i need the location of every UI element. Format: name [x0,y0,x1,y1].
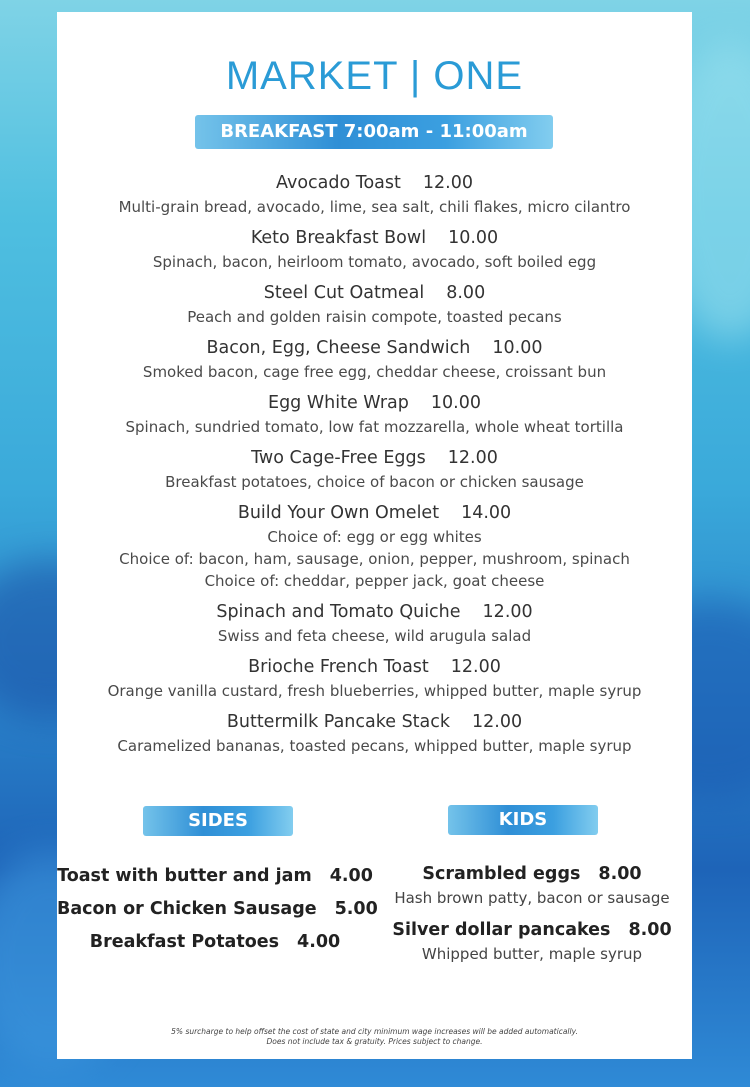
sides-header: SIDES [143,806,293,836]
item-price: 10.00 [430,393,481,413]
breakfast-menu [57,170,692,764]
side-name: Bacon or Chicken Sausage [57,899,317,919]
kids-item-description: Whipped butter, maple syrup [421,945,643,963]
side-item [57,926,373,959]
menu-item [57,445,692,493]
kids-item [387,916,677,964]
item-price: 12.00 [482,602,533,622]
item-name: Two Cage-Free Eggs [251,448,426,468]
menu-item [57,709,692,757]
kids-header: KIDS [448,805,598,835]
item-description: Spinach, bacon, heirloom tomato, avocado, soft boiled egg [152,253,597,271]
kids-list [387,860,677,972]
item-description: Choice of: cheddar, pepper jack, goat cheese [204,572,545,590]
item-name: Bacon, Egg, Cheese Sandwich [206,338,471,358]
restaurant-logo: MARKET | ONE [225,54,524,98]
item-description: Choice of: bacon, ham, sausage, onion, pepper, mushroom, spinach [119,550,630,568]
item-description: Choice of: egg or egg whites [267,528,482,546]
footer-line: Does not include tax & gratuity. Prices subject to change. [266,1037,483,1046]
item-price: 10.00 [492,338,543,358]
item-description: Orange vanilla custard, fresh blueberries, whipped butter, maple syrup [107,682,642,700]
item-price: 14.00 [461,503,512,523]
item-description: Spinach, sundried tomato, low fat mozzarella, whole wheat tortilla [125,418,624,436]
menu-item [57,599,692,647]
side-name: Toast with butter and jam [57,866,312,886]
menu-card [57,12,692,1059]
item-price: 12.00 [450,657,501,677]
item-price: 8.00 [446,283,486,303]
footer-line: 5% surcharge to help offset the cost of state and city minimum wage increases will be added automatically. [171,1027,578,1036]
item-name: Spinach and Tomato Quiche [216,602,461,622]
breakfast-header: BREAKFAST 7:00am - 11:00am [195,115,553,149]
item-description: Swiss and feta cheese, wild arugula salad [217,627,532,645]
kids-item-name: Silver dollar pancakes [392,920,611,940]
item-name: Avocado Toast [276,173,401,193]
item-name: Brioche French Toast [248,657,429,677]
side-item [57,860,373,893]
item-price: 12.00 [447,448,498,468]
menu-item [57,335,692,383]
item-price: 10.00 [448,228,499,248]
side-item [57,893,378,926]
item-name: Keto Breakfast Bowl [250,228,427,248]
sides-list [57,860,378,959]
footer-note [57,1027,692,1047]
item-name: Build Your Own Omelet [237,503,440,523]
kids-item [387,860,677,908]
item-description: Breakfast potatoes, choice of bacon or chicken sausage [165,473,584,491]
kids-item-description: Hash brown patty, bacon or sausage [394,889,670,907]
item-description: Multi-grain bread, avocado, lime, sea salt, chili flakes, micro cilantro [118,198,631,216]
menu-item [57,170,692,218]
item-name: Egg White Wrap [268,393,409,413]
kids-item-price: 8.00 [628,920,672,940]
item-price: 12.00 [422,173,473,193]
menu-item [57,280,692,328]
menu-item [57,390,692,438]
side-price: 5.00 [334,899,378,919]
item-name: Steel Cut Oatmeal [263,283,425,303]
side-price: 4.00 [329,866,373,886]
menu-item [57,225,692,273]
item-name: Buttermilk Pancake Stack [226,712,451,732]
item-price: 12.00 [472,712,523,732]
kids-item-name: Scrambled eggs [422,864,581,884]
kids-item-price: 8.00 [598,864,642,884]
menu-item [57,654,692,702]
menu-item [57,500,692,592]
item-description: Smoked bacon, cage free egg, cheddar cheese, croissant bun [142,363,607,381]
side-name: Breakfast Potatoes [89,932,280,952]
item-description: Peach and golden raisin compote, toasted pecans [187,308,562,326]
side-price: 4.00 [297,932,341,952]
item-description: Caramelized bananas, toasted pecans, whipped butter, maple syrup [117,737,632,755]
